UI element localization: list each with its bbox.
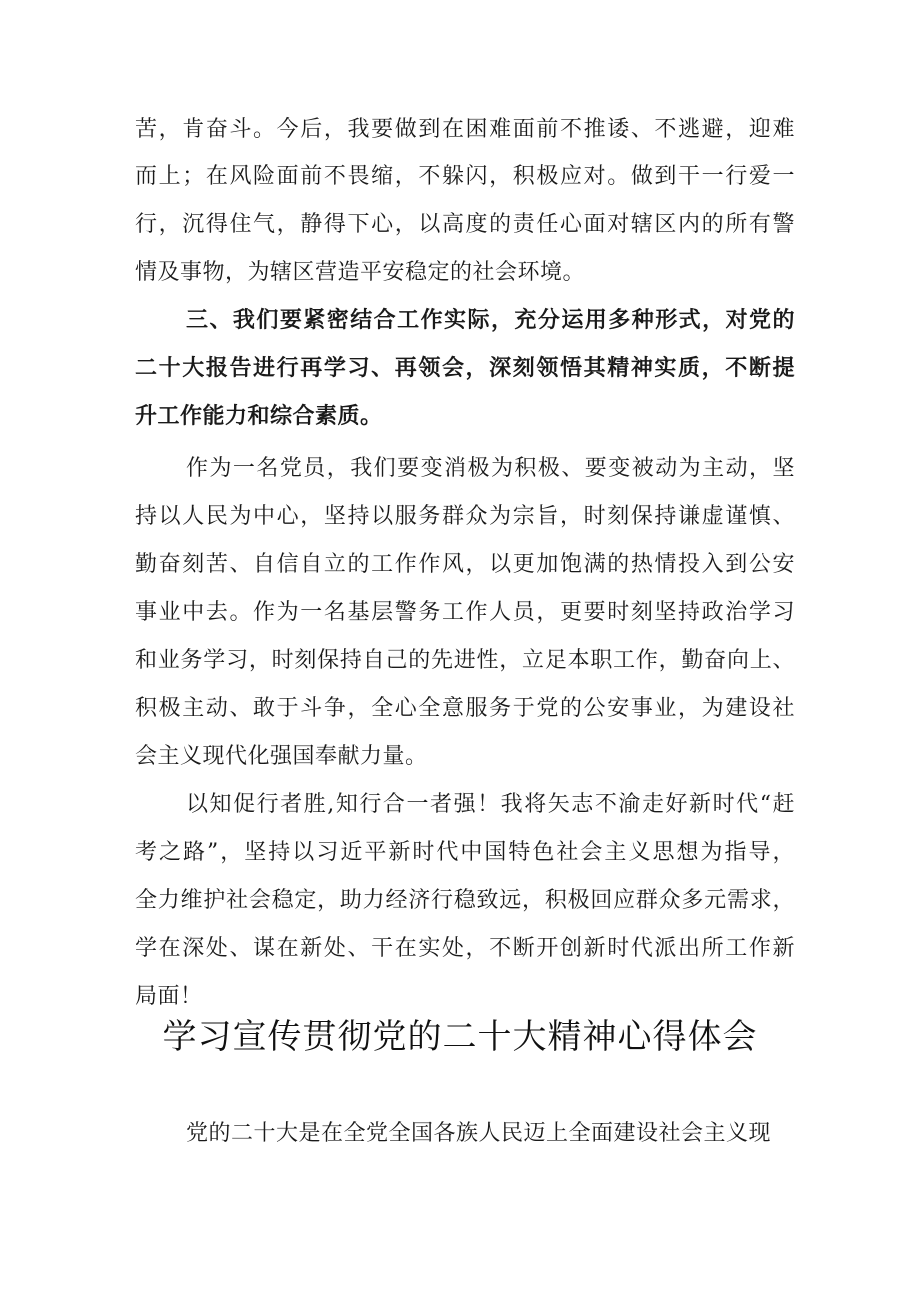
article-title: 学习宣传贯彻党的二十大精神心得体会 bbox=[162, 1017, 758, 1057]
text-line: 而上；在风险面前不畏缩，不躲闪，积极应对。做到干一行爱一 bbox=[135, 164, 795, 189]
heading-line: 三、我们要紧密结合工作实际，充分运用多种形式，对党的 bbox=[186, 308, 795, 333]
text-line: 会主义现代化强国奉献力量。 bbox=[135, 744, 428, 769]
heading-line: 升工作能力和综合素质。 bbox=[135, 404, 383, 429]
text-line: 事业中去。作为一名基层警务工作人员，更要时刻坚持政治学习 bbox=[135, 600, 795, 625]
article-first-line: 党的二十大是在全党全国各族人民迈上全面建设社会主义现 bbox=[186, 1121, 772, 1146]
text-line: 苦，肯奋斗。今后，我要做到在困难面前不推诿、不逃避，迎难 bbox=[135, 117, 795, 142]
text-line: 以知促行者胜,知行合一者强！我将矢志不渝走好新时代“赶 bbox=[186, 792, 795, 817]
heading-line: 二十大报告进行再学习、再领会，深刻领悟其精神实质，不断提 bbox=[135, 356, 795, 381]
text-line: 学在深处、谋在新处、干在实处，不断开创新时代派出所工作新 bbox=[135, 936, 795, 961]
text-line: 情及事物，为辖区营造平安稳定的社会环境。 bbox=[135, 260, 586, 285]
text-line: 持以人民为中心，坚持以服务群众为宗旨，时刻保持谦虚谨慎、 bbox=[135, 504, 795, 529]
text-line: 行，沉得住气，静得下心，以高度的责任心面对辖区内的所有警 bbox=[135, 212, 795, 237]
text-line: 勤奋刻苦、自信自立的工作作风，以更加饱满的热情投入到公安 bbox=[135, 552, 795, 577]
text-line: 积极主动、敢于斗争，全心全意服务于党的公安事业，为建设社 bbox=[135, 696, 795, 721]
text-line: 局面！ bbox=[135, 984, 203, 1009]
text-line: 和业务学习，时刻保持自己的先进性，立足本职工作，勤奋向上、 bbox=[135, 648, 795, 673]
text-line: 全力维护社会稳定，助力经济行稳致远，积极回应群众多元需求， bbox=[135, 888, 795, 913]
text-line: 考之路”，坚持以习近平新时代中国特色社会主义思想为指导， bbox=[135, 840, 795, 865]
text-line: 作为一名党员，我们要变消极为积极、要变被动为主动，坚 bbox=[186, 456, 795, 481]
